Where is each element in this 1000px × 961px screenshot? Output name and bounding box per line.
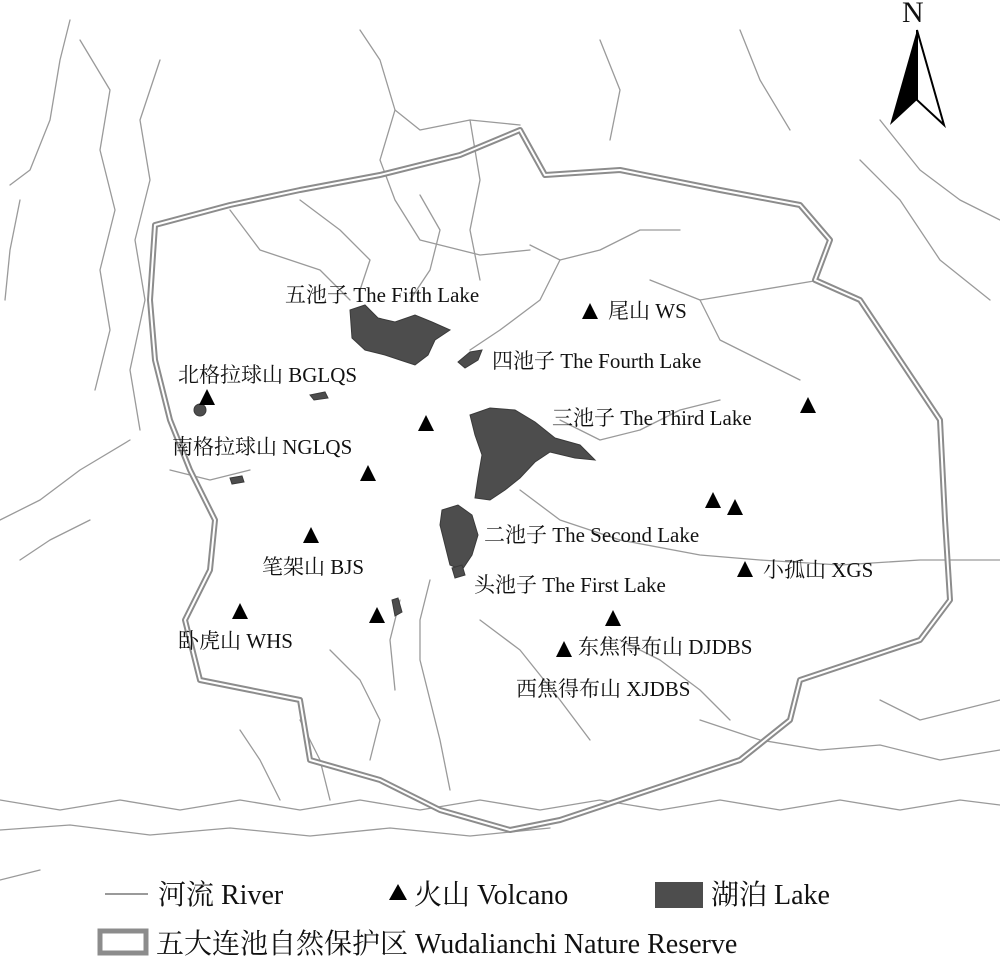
volcano-marker — [582, 303, 598, 319]
label-bjs: 笔架山 BJS — [262, 555, 365, 579]
north-arrow — [890, 0, 944, 125]
label-fourth-lake: 四池子 The Fourth Lake — [492, 349, 702, 373]
legend-lake-symbol — [655, 882, 703, 908]
label-xjdbs: 西焦得布山 XJDBS — [516, 677, 691, 701]
fifth-lake-shape — [350, 305, 450, 365]
volcano-marker — [727, 499, 743, 515]
label-xgs: 小孤山 XGS — [763, 558, 874, 582]
legend — [100, 879, 830, 960]
volcano-marker — [705, 492, 721, 508]
fourth-lake-shape — [458, 350, 482, 368]
legend-lake-label: 湖泊 Lake — [711, 880, 830, 911]
label-first-lake: 头池子 The First Lake — [474, 573, 666, 597]
label-bglqs: 北格拉球山 BGLQS — [178, 363, 358, 387]
legend-volcano-label: 火山 Volcano — [414, 880, 569, 911]
pond — [230, 476, 244, 484]
volcano-marker — [418, 415, 434, 431]
pond — [392, 598, 402, 616]
volcano-marker — [360, 465, 376, 481]
north-label: N — [902, 0, 924, 29]
pond — [310, 392, 328, 400]
north-arrow-icon — [890, 30, 917, 125]
label-second-lake: 二池子 The Second Lake — [484, 523, 700, 547]
north-arrow-icon — [917, 30, 944, 125]
volcano-marker — [556, 641, 572, 657]
label-ws: 尾山 WS — [608, 299, 687, 323]
volcano-marker — [605, 610, 621, 626]
label-djdbs: 东焦得布山 DJDBS — [578, 635, 753, 659]
legend-river-label: 河流 River — [158, 880, 284, 911]
label-fifth-lake: 五池子 The Fifth Lake — [285, 283, 480, 307]
label-third-lake: 三池子 The Third Lake — [552, 406, 752, 430]
first-lake-shape — [452, 565, 465, 578]
label-nglqs: 南格拉球山 NGLQS — [172, 435, 353, 459]
volcano-marker — [232, 603, 248, 619]
pond — [194, 404, 206, 416]
legend-reserve-label: 五大连池自然保护区 Wudalianchi Nature Reserve — [156, 929, 738, 960]
reserve-boundary — [150, 130, 950, 830]
volcano-marker — [737, 561, 753, 577]
legend-volcano-symbol — [389, 884, 407, 900]
volcano-marker — [800, 397, 816, 413]
label-whs: 卧虎山 WHS — [178, 629, 293, 653]
legend-reserve-symbol — [100, 931, 146, 953]
volcano-marker — [369, 607, 385, 623]
volcano-marker — [199, 389, 215, 405]
volcano-marker — [303, 527, 319, 543]
second-lake-shape — [440, 505, 478, 570]
